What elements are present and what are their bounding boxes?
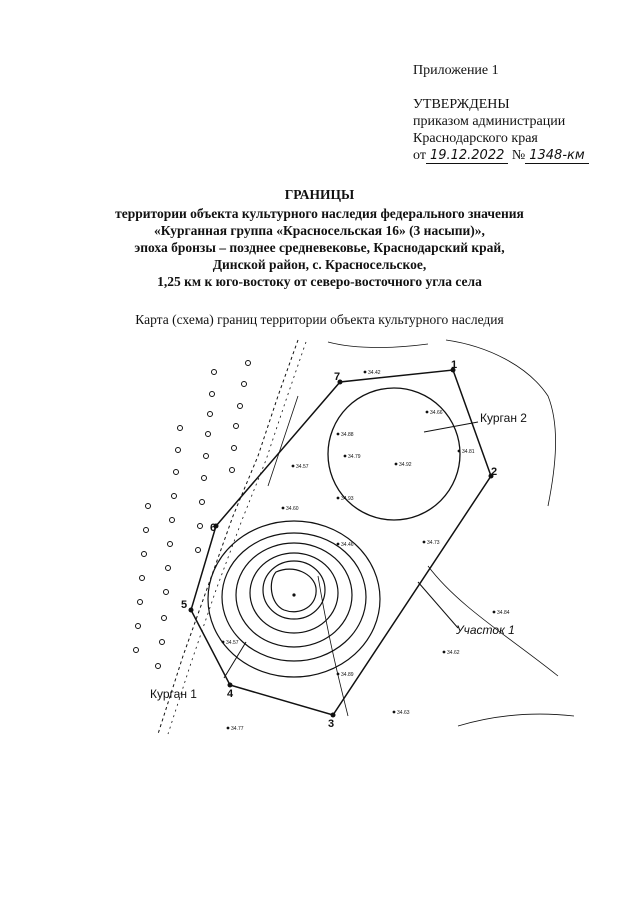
- approved-by-line1: приказом администрации: [413, 114, 566, 129]
- boundary-map: [128, 336, 576, 736]
- order-line: [413, 147, 589, 164]
- approval-block: [413, 62, 589, 164]
- title-line-3: эпоха бронзы – позднее средневековье, Краснодарский край,: [134, 240, 505, 255]
- elevation-label: 34.42: [368, 370, 381, 376]
- vertex-1-label: 1: [451, 359, 458, 371]
- terrain-lines: [268, 340, 574, 726]
- vertex-5-label: 5: [181, 599, 188, 611]
- from-prefix: от: [413, 148, 426, 163]
- order-date: 19.12.2022: [426, 148, 508, 164]
- title-heading: ГРАНИЦЫ: [284, 187, 355, 202]
- elevation-label: 34.88: [341, 432, 354, 438]
- elevation-label: 34.63: [397, 710, 410, 716]
- approved-label: УТВЕРЖДЕНЫ: [413, 97, 510, 112]
- document-title: [0, 186, 639, 290]
- elevation-label: 34.81: [462, 449, 475, 455]
- kurgan-1-center: [292, 593, 295, 596]
- elevation-label: 34.92: [399, 462, 412, 468]
- approved-by-line2: Краснодарского края: [413, 131, 538, 146]
- elevation-label: 34.46: [341, 542, 354, 548]
- map-caption: Карта (схема) границ территории объекта культурного наследия: [135, 312, 504, 327]
- vertex-3-label: 3: [328, 718, 335, 730]
- order-number: 1348-км: [525, 148, 588, 164]
- vertex-6-label: 6: [210, 522, 217, 534]
- number-sign: №: [511, 148, 526, 163]
- elevation-label: 34.62: [447, 650, 460, 656]
- title-line-2: «Курганная группа «Красносельская 16» (3 насыпи)»,: [154, 223, 485, 238]
- elevation-label: 34.60: [286, 506, 299, 512]
- title-line-4: Динской район, с. Красносельское,: [212, 257, 427, 272]
- appendix-label: Приложение 1: [413, 63, 499, 78]
- vertex-2-label: 2: [491, 466, 498, 478]
- title-line-1: территории объекта культурного наследия федерального значения: [115, 206, 524, 221]
- kurgan-2-label: Курган 2: [480, 411, 527, 425]
- elevation-label: 34.93: [341, 496, 354, 502]
- elevation-label: 34.89: [341, 672, 354, 678]
- field-dots: [134, 361, 251, 669]
- elevation-label: 34.77: [231, 726, 244, 732]
- leader-lines: [224, 422, 478, 678]
- elevation-label: 34.79: [348, 454, 361, 460]
- elevation-label: 34.57: [226, 640, 239, 646]
- vertex-7-label: 7: [334, 371, 341, 383]
- elevation-label: 34.73: [427, 540, 440, 546]
- kurgan-1-label: Курган 1: [150, 687, 197, 701]
- title-line-5: 1,25 км к юго-востоку от северо-восточного угла села: [157, 274, 482, 289]
- elevation-label: 34.84: [497, 610, 510, 616]
- elevation-label: 34.66: [430, 410, 443, 416]
- kurgan-1-contours: [208, 521, 380, 677]
- section-1-label: Участок 1: [456, 623, 515, 637]
- elevation-label: 34.57: [296, 464, 309, 470]
- vertex-4-label: 4: [227, 688, 234, 700]
